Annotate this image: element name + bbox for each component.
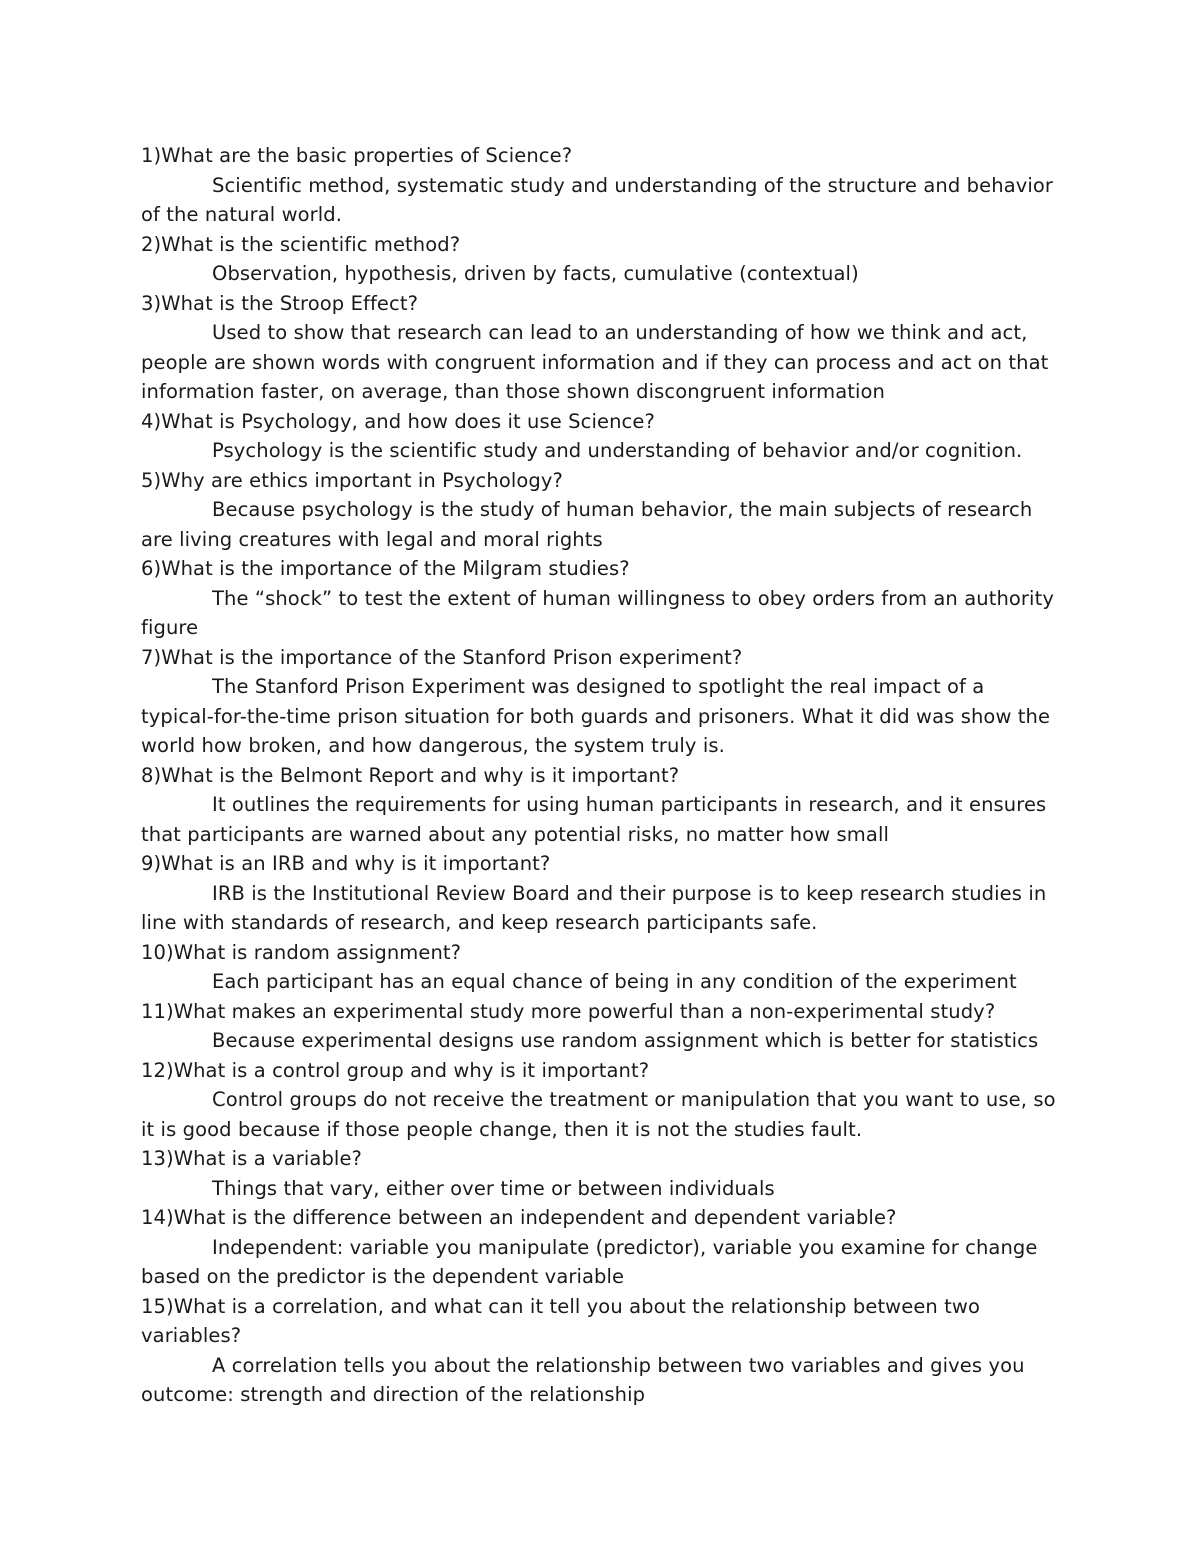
question-text: 5)Why are ethics important in Psychology? (141, 468, 563, 492)
answer-text: The Stanford Prison Experiment was designed to spotlight the real impact of a typical-for-the-time prison situation for both guards and prisoners. What it did was show the world how broken, and how dangerous, the system truly is. (141, 675, 1051, 757)
answer-text: Observation, hypothesis, driven by facts, cumulative (contextual) (212, 262, 859, 285)
answer-text: The “shock” to test the extent of human willingness to obey orders from an authority figure (141, 586, 1054, 639)
qa-item-8 (141, 761, 1056, 850)
answer-text: It outlines the requirements for using human participants in research, and it ensures that participants are warned about any potential risks, no matter how small (141, 793, 1047, 846)
qa-item-5 (141, 466, 1056, 555)
qa-item-10 (141, 938, 1056, 997)
answer-text: Psychology is the scientific study and understanding of behavior and/or cognition. (212, 439, 1023, 462)
question-text: 11)What makes an experimental study more powerful than a non-experimental study? (141, 999, 996, 1023)
question-text: 14)What is the difference between an independent and dependent variable? (141, 1206, 897, 1229)
question-text: 15)What is a correlation, and what can it tell you about the relationship between two variables? (141, 1294, 981, 1347)
answer-text: Each participant has an equal chance of being in any condition of the experiment (212, 970, 1017, 993)
document-body (141, 141, 1056, 1410)
qa-item-15 (141, 1292, 1056, 1410)
qa-item-9 (141, 849, 1056, 938)
answer-text: Independent: variable you manipulate (predictor), variable you examine for change based on the predictor is the dependent variable (141, 1235, 1038, 1288)
answer-text: Scientific method, systematic study and understanding of the structure and behavior of the natural world. (141, 173, 1054, 226)
qa-item-7 (141, 643, 1056, 761)
question-text: 13)What is a variable? (141, 1147, 362, 1170)
answer-text: A correlation tells you about the relationship between two variables and gives you outcome: strength and direction of the relationship (141, 1353, 1025, 1406)
question-text: 12)What is a control group and why is it important? (141, 1058, 650, 1082)
answer-text: Control groups do not receive the treatment or manipulation that you want to use, so it is good because if those people change, then it is not the studies fault. (141, 1088, 1056, 1141)
answer-text: Used to show that research can lead to an understanding of how we think and act, people are shown words with congruent information and if they can process and act on that information faster, on average, than those shown discongruent information (141, 321, 1049, 403)
question-text: 9)What is an IRB and why is it important? (141, 852, 551, 875)
answer-text: Because experimental designs use random assignment which is better for statistics (212, 1029, 1039, 1052)
qa-item-1 (141, 141, 1056, 230)
question-text: 8)What is the Belmont Report and why is it important? (141, 763, 680, 787)
answer-text: IRB is the Institutional Review Board and their purpose is to keep research studies in line with standards of research, and keep research participants safe. (141, 881, 1047, 934)
question-text: 10)What is random assignment? (141, 940, 462, 964)
question-text: 2)What is the scientific method? (141, 232, 461, 256)
qa-item-4 (141, 407, 1056, 466)
qa-item-13 (141, 1144, 1056, 1203)
question-text: 3)What is the Stroop Effect? (141, 291, 419, 315)
question-text: 6)What is the importance of the Milgram studies? (141, 557, 630, 580)
question-text: 1)What are the basic properties of Science? (141, 144, 573, 167)
question-text: 7)What is the importance of the Stanford Prison experiment? (141, 645, 743, 669)
qa-item-3 (141, 289, 1056, 407)
qa-item-2 (141, 230, 1056, 289)
qa-item-12 (141, 1056, 1056, 1145)
question-text: 4)What is Psychology, and how does it use Science? (141, 409, 655, 433)
qa-item-14 (141, 1203, 1056, 1292)
answer-text: Because psychology is the study of human behavior, the main subjects of research are living creatures with legal and moral rights (141, 498, 1033, 551)
qa-item-11 (141, 997, 1056, 1056)
answer-text: Things that vary, either over time or between individuals (212, 1176, 775, 1200)
qa-item-6 (141, 554, 1056, 643)
